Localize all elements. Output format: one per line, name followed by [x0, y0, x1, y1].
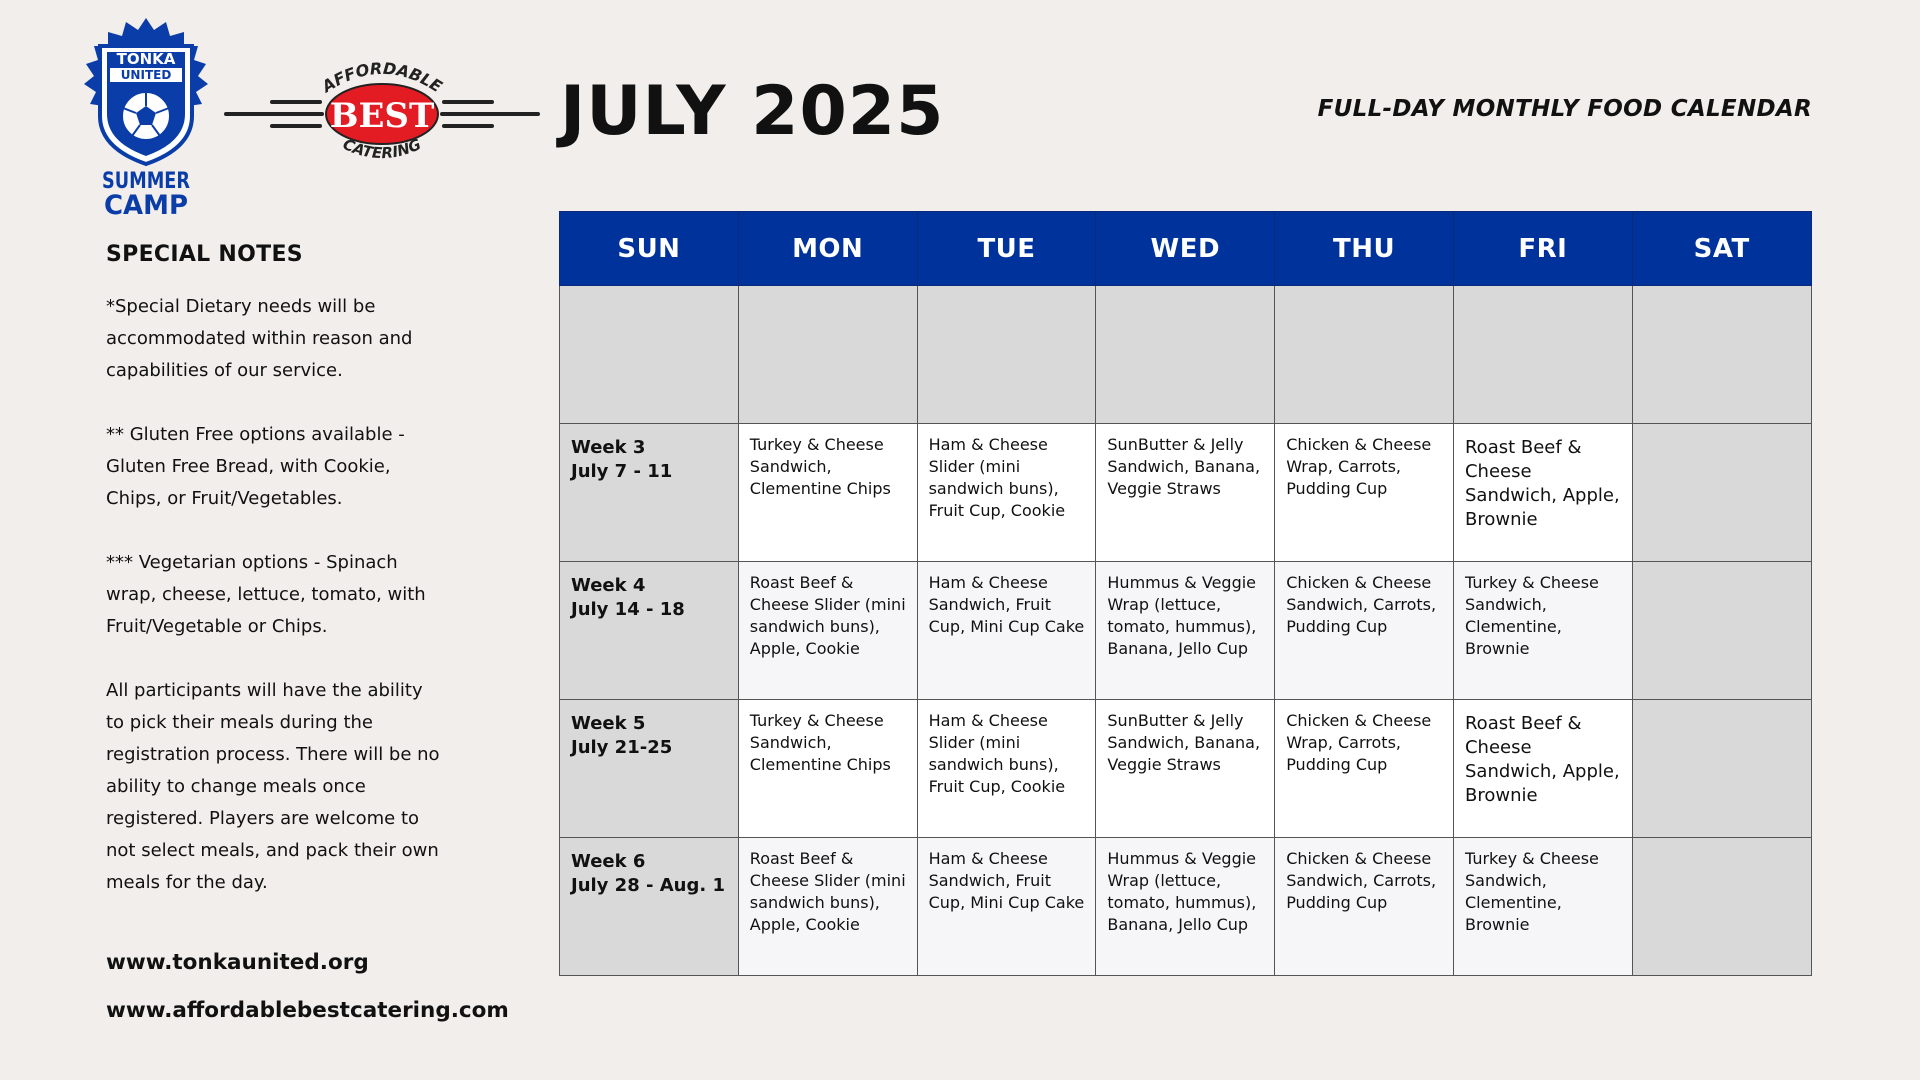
- week-name: Week 3: [571, 437, 646, 458]
- empty-cell: [560, 286, 739, 424]
- empty-cell: [917, 286, 1096, 424]
- catering-website-link[interactable]: www.affordablebestcatering.com: [106, 998, 509, 1023]
- meal-tue: Ham & Cheese Sandwich, Fruit Cup, Mini Cup Cake: [917, 838, 1096, 976]
- week-dates: July 28 - Aug. 1: [571, 875, 725, 896]
- meal-thu: Chicken & Cheese Wrap, Carrots, Pudding Cup: [1275, 424, 1454, 562]
- meal-wed: Hummus & Veggie Wrap (lettuce, tomato, hummus), Banana, Jello Cup: [1096, 838, 1275, 976]
- day-header-sun: SUN: [560, 212, 739, 286]
- note-vegetarian: *** Vegetarian options - Spinach wrap, cheese, lettuce, tomato, with Fruit/Vegetable or Chips.: [106, 552, 426, 637]
- week-label-cell: [560, 700, 739, 838]
- meal-thu: Chicken & Cheese Sandwich, Carrots, Pudding Cup: [1275, 838, 1454, 976]
- week-row: [560, 562, 1812, 700]
- meal-mon: Roast Beef & Cheese Slider (mini sandwich buns), Apple, Cookie: [738, 562, 917, 700]
- week-row: [560, 424, 1812, 562]
- tonka-united-summer-camp-logo: [80, 16, 212, 222]
- meal-wed: SunButter & Jelly Sandwich, Banana, Veggie Straws: [1096, 424, 1275, 562]
- note-dietary: *Special Dietary needs will be accommodated within reason and capabilities of our service.: [106, 296, 413, 381]
- calendar-subtitle: FULL-DAY MONTHLY FOOD CALENDAR: [1317, 96, 1812, 122]
- day-header-sat: SAT: [1632, 212, 1811, 286]
- meal-fri: Turkey & Cheese Sandwich, Clementine, Brownie: [1453, 838, 1632, 976]
- meal-tue: Ham & Cheese Sandwich, Fruit Cup, Mini Cup Cake: [917, 562, 1096, 700]
- day-header-mon: MON: [738, 212, 917, 286]
- food-calendar: [559, 211, 1812, 976]
- best-text: BEST: [329, 96, 435, 136]
- day-header-tue: TUE: [917, 212, 1096, 286]
- page-title: JULY 2025: [560, 72, 945, 151]
- special-notes: [106, 242, 446, 899]
- meal-sat: [1632, 838, 1811, 976]
- tonka-text: TONKA: [116, 50, 176, 68]
- tonka-website-link[interactable]: www.tonkaunited.org: [106, 950, 369, 975]
- affordable-best-catering-logo: [224, 50, 540, 180]
- catering-text: CATERING: [340, 135, 424, 163]
- meal-tue: Ham & Cheese Slider (mini sandwich buns), Fruit Cup, Cookie: [917, 700, 1096, 838]
- week-dates: July 21-25: [571, 737, 673, 758]
- meal-thu: Chicken & Cheese Wrap, Carrots, Pudding Cup: [1275, 700, 1454, 838]
- day-header-row: [560, 212, 1812, 286]
- meal-mon: Turkey & Cheese Sandwich, Clementine Chips: [738, 424, 917, 562]
- week-label-cell: [560, 424, 739, 562]
- camp-text: CAMP: [104, 190, 188, 221]
- week-label-cell: [560, 562, 739, 700]
- week-row: [560, 700, 1812, 838]
- meal-wed: SunButter & Jelly Sandwich, Banana, Veggie Straws: [1096, 700, 1275, 838]
- meal-sat: [1632, 562, 1811, 700]
- week-name: Week 6: [571, 851, 646, 872]
- meal-tue: Ham & Cheese Slider (mini sandwich buns), Fruit Cup, Cookie: [917, 424, 1096, 562]
- day-header-wed: WED: [1096, 212, 1275, 286]
- summer-text: SUMMER: [102, 169, 191, 194]
- meal-mon: Roast Beef & Cheese Slider (mini sandwich buns), Apple, Cookie: [738, 838, 917, 976]
- meal-mon: Turkey & Cheese Sandwich, Clementine Chips: [738, 700, 917, 838]
- week-name: Week 4: [571, 575, 646, 596]
- meal-fri: Turkey & Cheese Sandwich, Clementine, Brownie: [1453, 562, 1632, 700]
- empty-cell: [738, 286, 917, 424]
- empty-week-row: [560, 286, 1812, 424]
- empty-cell: [1275, 286, 1454, 424]
- united-text: UNITED: [120, 68, 172, 82]
- day-header-thu: THU: [1275, 212, 1454, 286]
- affordable-text: AFFORDABLE: [318, 58, 446, 97]
- meal-fri: Roast Beef & Cheese Sandwich, Apple, Brownie: [1453, 700, 1632, 838]
- week-name: Week 5: [571, 713, 646, 734]
- week-dates: July 14 - 18: [571, 599, 685, 620]
- meal-sat: [1632, 424, 1811, 562]
- note-gluten-free: ** Gluten Free options available - Gluten Free Bread, with Cookie, Chips, or Fruit/Vegetables.: [106, 424, 405, 509]
- notes-heading: SPECIAL NOTES: [106, 242, 303, 267]
- day-header-fri: FRI: [1453, 212, 1632, 286]
- soccer-ball-icon: [122, 92, 170, 140]
- meal-thu: Chicken & Cheese Sandwich, Carrots, Pudding Cup: [1275, 562, 1454, 700]
- empty-cell: [1632, 286, 1811, 424]
- week-label-cell: [560, 838, 739, 976]
- empty-cell: [1096, 286, 1275, 424]
- meal-wed: Hummus & Veggie Wrap (lettuce, tomato, hummus), Banana, Jello Cup: [1096, 562, 1275, 700]
- note-meal-selection: All participants will have the ability to pick their meals during the registration process. There will be no ability to change meals once registered. Players are welcome to not select meals, and pack their own meals for the day.: [106, 680, 440, 893]
- week-row: [560, 838, 1812, 976]
- meal-fri: Roast Beef & Cheese Sandwich, Apple, Brownie: [1453, 424, 1632, 562]
- empty-cell: [1453, 286, 1632, 424]
- meal-sat: [1632, 700, 1811, 838]
- week-dates: July 7 - 11: [571, 461, 673, 482]
